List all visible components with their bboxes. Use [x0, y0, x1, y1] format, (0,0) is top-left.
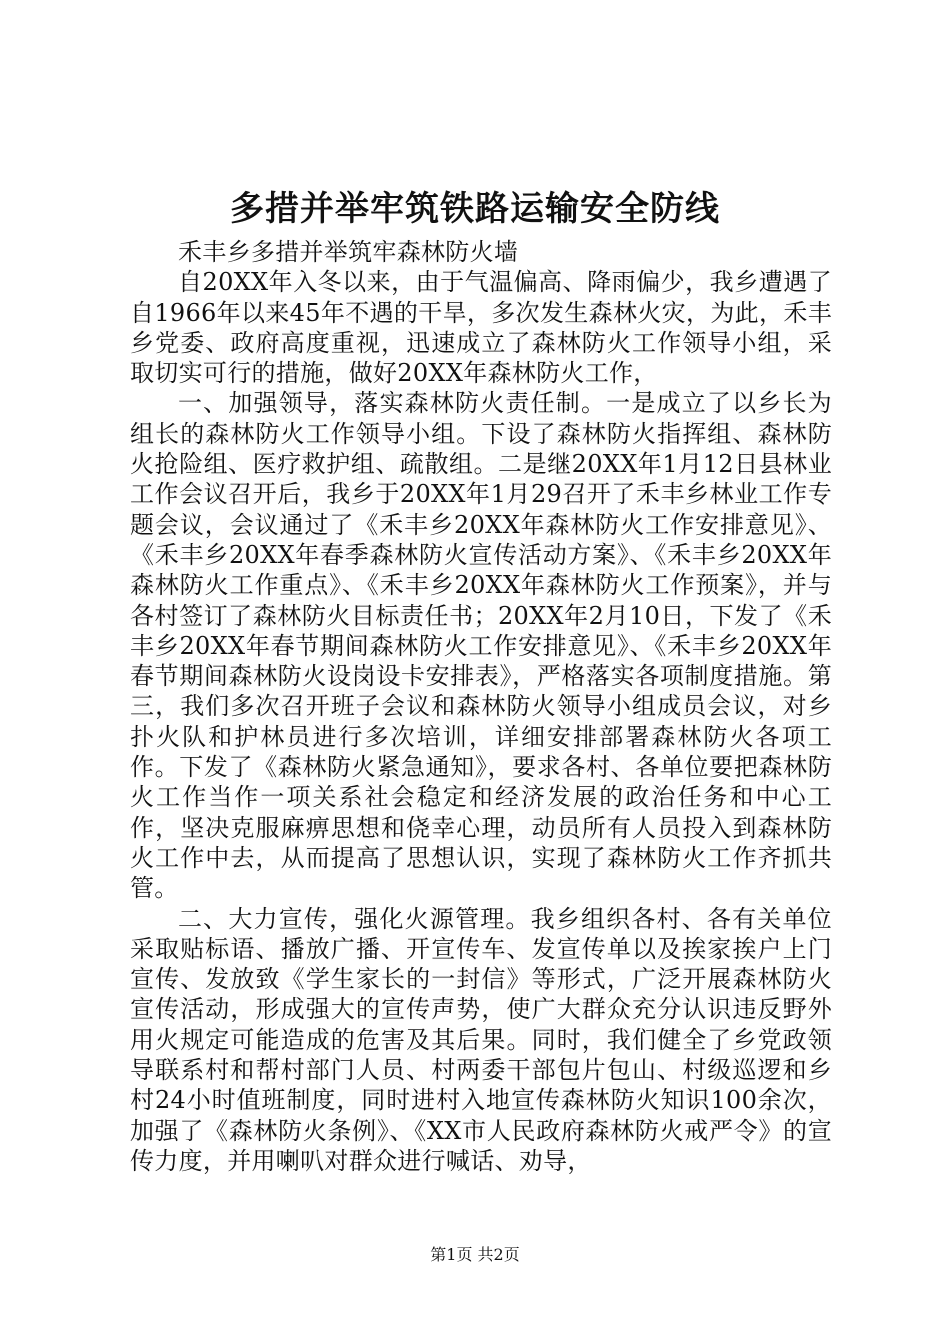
page-footer: 第1页 共2页: [430, 1245, 520, 1264]
document-title: 多措并举牢筑铁路运输安全防线: [230, 189, 720, 229]
paragraph-section-one: 一、加强领导，落实森林防火责任制。一是成立了以乡长为组长的森林防火工作领导小组。下设了森林防火指挥组、森林防火抢险组、医疗救护组、疏散组。二是继20XX年1月12日县林业工作会议召开后，我乡于20XX年1月29召开了禾丰乡林业工作专题会议，会议通过了《禾丰乡20XX年森林防火工作安排意见》、《禾丰乡20XX年春季森林防火宣传活动方案》、《禾丰乡20XX年森林防火工作重点》、《禾丰乡20XX年森林防火工作预案》，并与各村签订了森林防火目标责任书；20XX年2月10日，下发了《禾丰乡20XX年春节期间森林防火工作安排意见》、《禾丰乡20XX年春节期间森林防火设岗设卡安排表》，严格落实各项制度措施。第三，我们多次召开班子会议和森林防火领导小组成员会议，对乡扑火队和护林员进行多次培训，详细安排部署森林防火各项工作。下发了《森林防火紧急通知》，要求各村、各单位要把森林防火工作当作一项关系社会稳定和经济发展的政治任务和中心工作，坚决克服麻痹思想和侥幸心理，动员所有人员投入到森林防火工作中去，从而提高了思想认识，实现了森林防火工作齐抓共管。: [130, 389, 832, 903]
paragraph-section-two: 二、大力宣传，强化火源管理。我乡组织各村、各有关单位采取贴标语、播放广播、开宣传车、发宣传单以及挨家挨户上门宣传、发放致《学生家长的一封信》等形式，广泛开展森林防火宣传活动，形成强大的宣传声势，使广大群众充分认识违反野外用火规定可能造成的危害及其后果。同时，我们健全了乡党政领导联系村和帮村部门人员、村两委干部包片包山、村级巡逻和乡村24小时值班制度，同时进村入地宣传森林防火知识100余次，加强了《森林防火条例》、《XX市人民政府森林防火戒严令》的宣传力度，并用喇叭对群众进行喊话、劝导，: [130, 904, 832, 1175]
paragraph-intro: 自20XX年入冬以来，由于气温偏高、降雨偏少，我乡遭遇了自1966年以来45年不遇的干旱，多次发生森林火灾，为此，禾丰乡党委、政府高度重视，迅速成立了森林防火工作领导小组，采取切实可行的措施，做好20XX年森林防火工作，: [130, 268, 832, 388]
document-body: [130, 237, 832, 1176]
paragraph-subtitle: 禾丰乡多措并举筑牢森林防火墙: [178, 238, 519, 266]
